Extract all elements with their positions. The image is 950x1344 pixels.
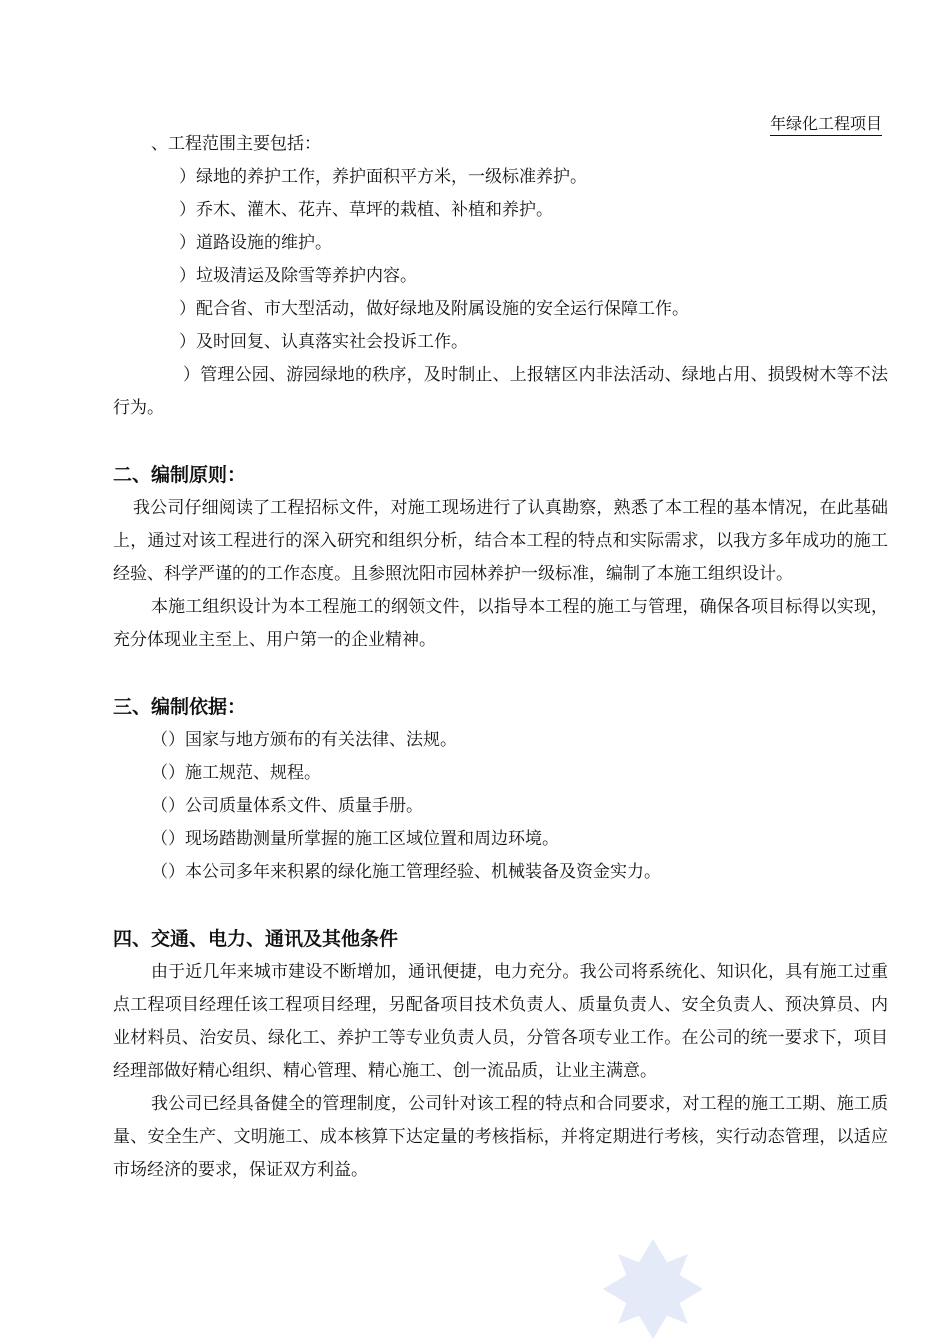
section2-title: 二、编制原则：	[113, 464, 247, 486]
scope-item-5: ）配合省、市大型活动，做好绿地及附属设施的安全运行保障工作。	[179, 299, 689, 319]
page-header: 年绿化工程项目	[770, 114, 882, 136]
scope-item-2: ）乔木、灌木、花卉、草坪的栽植、补植和养护。	[179, 200, 553, 220]
section4-title: 四、交通、电力、通讯及其他条件	[113, 928, 399, 950]
section3-item-5: （）本公司多年来积累的绿化施工管理经验、机械装备及资金实力。	[151, 862, 661, 882]
section3-item-4: （）现场踏勘测量所掌握的施工区域位置和周边环境。	[151, 829, 559, 849]
section4-paragraph-2: 我公司已经具备健全的管理制度，公司针对该工程的特点和合同要求，对工程的施工工期、施工质量、安全生产、文明施工、成本核算下达定量的考核指标，并将定期进行考核，实行动态管理，以适应市场经济的要求，保证双方利益。	[113, 1094, 888, 1180]
section2-paragraph-1: 我公司仔细阅读了工程招标文件，对施工现场进行了认真勘察，熟悉了本工程的基本情况，在此基础上，通过对该工程进行的深入研究和组织分析，结合本工程的特点和实际需求，以我方多年成功的施工经验、科学严谨的的工作态度。且参照沈阳市园林养护一级标准，编制了本施工组织设计。	[113, 498, 888, 584]
scope-item-4: ）垃圾清运及除雪等养护内容。	[179, 266, 417, 286]
section3-title: 三、编制依据：	[113, 696, 247, 718]
snowflake-watermark-icon	[598, 1234, 708, 1344]
scope-intro: 、工程范围主要包括：	[151, 134, 321, 154]
section3-item-1: （）国家与地方颁布的有关法律、法规。	[151, 730, 457, 750]
section4-paragraph-1: 由于近几年来城市建设不断增加，通讯便捷，电力充分。我公司将系统化、知识化，具有施工过重点工程项目经理任该工程项目经理，另配备项目技术负责人、质量负责人、安全负责人、预决算员、内业材料员、治安员、绿化工、养护工等专业负责人员，分管各项专业工作。在公司的统一要求下，项目经理部做好精心组织、精心管理、精心施工、创一流品质，让业主满意。	[113, 962, 888, 1081]
scope-item-6: ）及时回复、认真落实社会投诉工作。	[179, 332, 468, 352]
scope-item-3: ）道路设施的维护。	[179, 233, 332, 253]
section3-item-2: （）施工规范、规程。	[151, 763, 321, 783]
section2-paragraph-2: 本施工组织设计为本工程施工的纲领文件，以指导本工程的施工与管理，确保各项目标得以实现，充分体现业主至上、用户第一的企业精神。	[113, 597, 888, 650]
scope-item-7: ）管理公园、游园绿地的秩序，及时制止、上报辖区内非法活动、绿地占用、损毁树木等不法行为。	[113, 365, 888, 418]
scope-item-1: ）绿地的养护工作，养护面积平方米，一级标准养护。	[179, 167, 587, 187]
document-body	[113, 128, 888, 1187]
section3-item-3: （）公司质量体系文件、质量手册。	[151, 796, 423, 816]
